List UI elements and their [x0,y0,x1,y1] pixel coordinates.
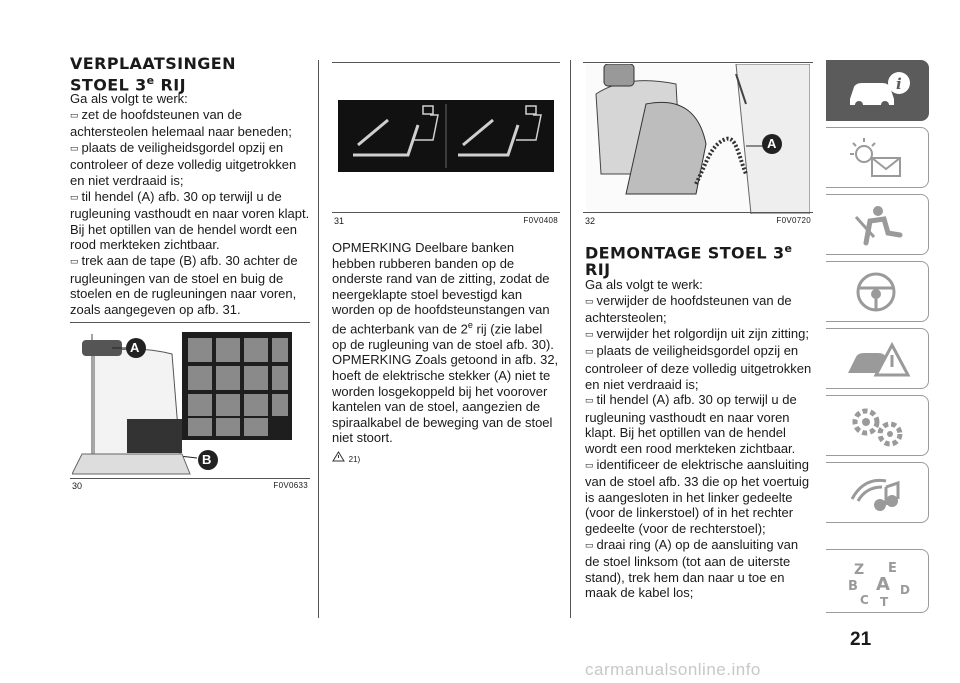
figure-30-caption [72,481,308,491]
warning-ref-number: 21) [348,455,361,465]
column-2-text [332,240,560,468]
column-3-text [585,277,813,601]
bullet-item: ▭ til hendel (A) afb. 30 op terwijl u de rugleuning vasthoudt en naar voren klapt. Bij het optillen van de hendel wordt een rood merkteken zichtbaar. [70,189,310,253]
tab-maintenance[interactable] [826,395,929,456]
svg-text:A: A [876,574,890,595]
callout-a: A [130,340,140,355]
figure-rule [583,212,813,213]
bullet-item: ▭ zet de hoofdsteunen van de achtersteolen helemaal naar beneden; [70,107,310,140]
tab-dashboard-lights[interactable] [826,127,929,188]
tab-multimedia[interactable] [826,462,929,523]
figure-code: F0V0720 [776,216,811,225]
title-text-rij: RIJ [154,75,186,95]
figure-rule [332,62,560,63]
svg-text:B: B [848,579,858,594]
note-paragraph-1 [332,240,560,352]
bullet-item: ▭ identificeer de elektrische aansluiting van de stoel afb. 33 die op het voertuig is aangesloten in het linker gedeelte (voor de linkerstoel) of in het rechter gedeelte (voor de rechterstoel); [585,457,813,537]
figure-code: F0V0633 [273,481,308,490]
bullet-item: ▭ plaats de veiligheidsgordel opzij en controleer of deze volledig uitgetrokken en niet verdraaid is; [585,343,813,392]
warning-reference [332,450,560,468]
figure-number: 31 [334,216,345,226]
title-line-2: RIJ [585,260,611,280]
column-divider [318,60,319,618]
title-line-1: VERPLAATSINGEN [70,54,236,73]
title-text: DEMONTAGE STOEL 3 [585,243,785,263]
bullet-item: ▭ plaats de veiligheidsgordel opzij en controleer of deze volledig uitgetrokken en niet verdraaid is; [70,140,310,189]
section-title-verplaatsingen [70,55,310,93]
figure-rule [70,478,310,479]
figure-rule [332,212,560,213]
bullet-item: ▭ verwijder de hoofdsteunen van de achtersteolen; [585,293,813,326]
bullet-item: ▭ verwijder het rolgordijn uit zijn zitting; [585,326,813,344]
bullet-item: ▭ trek aan de tape (B) afb. 30 achter de rugleuningen van de stoel en buig de stoelen en de rugleuningen naar voren, zoals aangegeven op afb. 31. [70,253,310,317]
figure-rule [70,322,310,323]
callout-a: A [767,136,777,151]
title-text: STOEL 3 [70,75,147,95]
note-paragraph-2: OPMERKING Zoals getoond in afb. 32, hoeft de elektrische stekker (A) niet te worden losgekoppeld bij het voorover kantelen van de stoel, aangezien de spiraalkabel de beweging van de stoel niet stoort. [332,352,559,446]
figure-31-caption [334,216,558,226]
figure-code: F0V0408 [523,216,558,225]
svg-text:Z: Z [854,562,865,578]
callout-b: B [202,452,212,467]
svg-text:C: C [860,593,869,606]
title-sup: e [146,74,155,87]
tab-safety[interactable] [826,194,929,255]
column-divider [570,60,571,618]
note-text-end: rij (zie label op de rugleuning van de stoel afb. 30). [332,321,554,352]
svg-text:D: D [900,583,910,597]
intro-text: Ga als volgt te werk: [70,91,188,106]
figure-30-image [72,324,308,478]
warning-triangle-icon [332,450,349,465]
tab-driving[interactable] [826,261,929,322]
column-1-text [70,91,310,317]
note-text: OPMERKING Deelbare banken hebben rubberen banden op de onderste rand van de zitting, zodat de neergeklapte stoel bevestigd kan worden op de hoofdsteunstangen van de achterbank van de 2 [332,240,550,337]
section-title-demontage [585,240,813,278]
figure-number: 32 [585,216,596,226]
intro-text: Ga als volgt te werk: [585,277,703,292]
figure-rule [583,62,813,63]
bullet-item: ▭ draai ring (A) op de aansluiting van de stoel linksom (tot aan de uiterste stand), trek hem dan naar u toe en maak de kabel los; [585,537,813,601]
page-number: 21 [850,629,872,650]
watermark: carmanualsonline.info [585,660,761,679]
note-sup: e [467,319,473,330]
figure-32-image [586,64,810,214]
tab-emergency[interactable] [826,328,929,389]
figure-number: 30 [72,481,83,491]
figure-31-image [338,100,554,172]
svg-text:T: T [880,595,889,606]
title-line-1 [585,240,813,261]
tab-car-info[interactable] [826,60,929,121]
svg-text:i: i [896,75,902,93]
bullet-item: ▭ til hendel (A) afb. 30 op terwijl u de rugleuning vasthoudt en naar voren klapt. Bij het optillen van de hendel wordt een rood merkteken zichtbaar. [585,392,813,456]
tab-index[interactable] [826,549,929,613]
svg-text:E: E [888,561,897,576]
figure-32-caption [585,216,811,226]
title-sup: e [784,242,793,255]
